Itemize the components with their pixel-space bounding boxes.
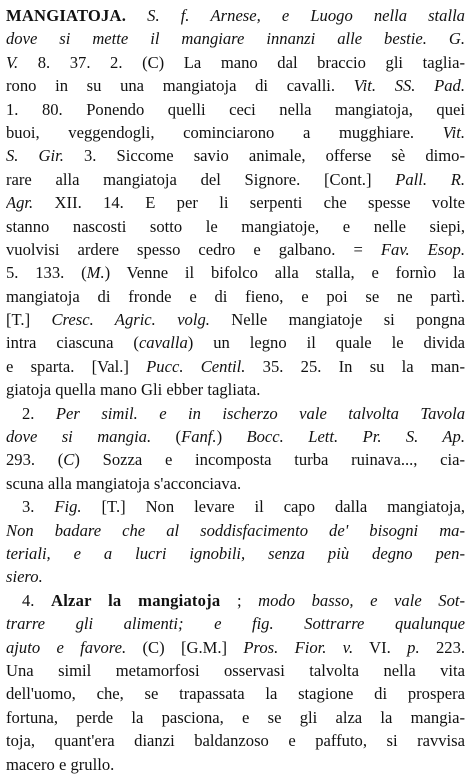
text-line — [6, 542, 465, 565]
text-segment: Pall. R. — [395, 169, 465, 189]
text-segment: vuolvisi ardere spesso cedro e galbano. = — [6, 239, 381, 259]
text-line — [6, 98, 465, 121]
text-line — [6, 215, 465, 238]
text-segment: C — [63, 450, 75, 470]
text-segment: ajuto e favore. — [6, 637, 127, 657]
text-line — [6, 331, 465, 354]
text-line — [6, 261, 465, 284]
text-segment: 3. Siccome savio animale, offerse sè dimo- — [63, 146, 465, 166]
text-segment: teriali, e a lucri ignobili, senza più degno pen- — [6, 543, 465, 563]
text-line — [6, 753, 465, 776]
text-line — [6, 425, 465, 448]
text-segment: fortuna, perde la pasciona, e se gli alza la mangia- — [6, 707, 465, 727]
text-segment: 8. 37. 2. (C) La mano dal braccio gli taglia- — [18, 52, 465, 72]
text-line — [6, 682, 465, 705]
text-segment: Non badare che al soddisfacimento de' bisogni ma- — [6, 520, 465, 540]
text-segment: Nelle mangiatoje si pongna — [209, 310, 465, 330]
text-segment: 293. ( — [6, 450, 64, 470]
text-line — [6, 706, 465, 729]
headword: MANGIATOJA. — [6, 6, 127, 25]
text-segment: 3. — [22, 497, 55, 517]
text-segment: ; — [220, 590, 259, 610]
text-line — [6, 612, 465, 635]
text-segment: buoi, veggendogli, cominciarono a mugghiare. — [6, 122, 443, 142]
text-line — [6, 589, 465, 612]
text-line — [6, 168, 465, 191]
text-segment: M. — [86, 263, 105, 283]
text-segment: scuna alla mangiatoja s'acconciava. — [6, 473, 242, 493]
text-segment: Arnese, e Luogo nella stalla — [210, 6, 465, 25]
text-segment: rare alla mangiatoja del Signore. [Cont.] — [6, 169, 396, 189]
text-line — [6, 51, 465, 74]
text-segment: intra ciascuna ( — [6, 333, 139, 353]
text-segment: Vit. SS. Pad. — [353, 76, 465, 96]
entry-text — [6, 4, 465, 776]
text-line — [6, 355, 465, 378]
text-segment: giatoja quella mano Gli ebber tagliata. — [6, 380, 261, 400]
text-segment: ) un legno il quale le divida — [187, 333, 465, 353]
text-line — [6, 659, 465, 682]
text-segment: ) Venne il bifolco alla stalla, e fornìo la — [104, 263, 465, 283]
text-segment: e sparta. [Val.] — [6, 356, 147, 376]
text-line — [6, 378, 465, 401]
text-segment: Fav. Esop. — [380, 239, 465, 259]
text-segment: dove si mangia. — [6, 427, 152, 447]
text-segment: ( — [151, 427, 182, 447]
text-segment: 1. 80. Ponendo quelli ceci nella mangiatoja, quei — [6, 99, 465, 119]
text-line — [6, 495, 465, 518]
text-segment: Alzar la mangiatoja — [51, 590, 221, 610]
text-segment: modo basso, e vale Sot- — [258, 590, 465, 610]
text-segment: 4. — [22, 590, 52, 610]
text-segment: Pros. Fior. v. — [243, 637, 354, 657]
text-segment: dell'uomo, che, se trapassata la stagione di prospera — [6, 684, 465, 704]
text-segment: 2. — [22, 403, 56, 423]
text-line — [6, 519, 465, 542]
text-segment: p. — [407, 637, 420, 657]
text-segment: Vit. — [442, 122, 465, 142]
text-segment: cavalla — [138, 333, 188, 353]
text-segment: (C) [G.M.] — [126, 637, 244, 657]
text-line — [6, 472, 465, 495]
text-segment: macero e grullo. — [6, 754, 115, 774]
text-segment: dove si mette il mangiare innanzi alle bestie. G. — [6, 29, 465, 49]
text-segment: XII. 14. E per li serpenti che spesse volte — [33, 193, 465, 213]
text-segment: V. — [6, 52, 19, 72]
text-segment: 5. 133. ( — [6, 263, 87, 283]
text-segment: Bocc. Lett. Pr. S. Ap. — [246, 427, 465, 447]
text-segment: Pucc. Centil. — [146, 356, 246, 376]
text-line — [6, 448, 465, 471]
text-segment: ) — [216, 427, 247, 447]
text-line — [6, 636, 465, 659]
text-line — [6, 191, 465, 214]
text-segment: [T.] — [6, 310, 52, 330]
text-segment — [189, 6, 210, 25]
text-segment: 35. 25. In su la man- — [245, 356, 465, 376]
text-segment: toja, quant'era dianzi baldanzoso e paffuto, si ravvisa — [6, 731, 465, 751]
text-line — [6, 308, 465, 331]
text-line — [6, 402, 465, 425]
text-line — [6, 285, 465, 308]
text-line — [6, 729, 465, 752]
text-segment: rono in su una mangiatoja di cavalli. — [6, 76, 354, 96]
text-segment: 223. — [419, 637, 465, 657]
text-segment: Per simil. e in ischerzo vale talvolta Tavola — [55, 403, 465, 423]
text-line — [6, 565, 465, 588]
text-segment: Fig. — [54, 497, 82, 517]
text-segment: S. f. — [147, 6, 190, 25]
text-line — [6, 74, 465, 97]
text-segment: Agr. — [6, 193, 34, 213]
text-line — [6, 121, 465, 144]
text-line — [6, 144, 465, 167]
text-segment: Una simil metamorfosi osservasi talvolta nella vita — [6, 660, 465, 680]
text-segment: stanno nascosti sotto le mangiatoje, e nelle siepi, — [6, 216, 465, 236]
text-segment: ) Sozza e incomposta turba ruinava..., cia- — [74, 450, 465, 470]
text-segment: Fanf. — [181, 427, 217, 447]
text-line — [6, 238, 465, 261]
text-segment: siero. — [6, 567, 43, 587]
text-segment: Cresc. Agric. volg. — [51, 310, 210, 330]
text-segment: VI. — [353, 637, 408, 657]
text-segment: [T.] Non levare il capo dalla mangiatoja, — [81, 497, 465, 517]
text-segment: S. Gir. — [6, 146, 64, 166]
text-segment: mangiatoja di fronde e di fieno, e poi se ne partì. — [6, 286, 465, 306]
text-segment: trarre gli alimenti; e fig. Sottrarre qualunque — [6, 614, 465, 634]
text-line — [6, 4, 465, 27]
text-line — [6, 27, 465, 50]
